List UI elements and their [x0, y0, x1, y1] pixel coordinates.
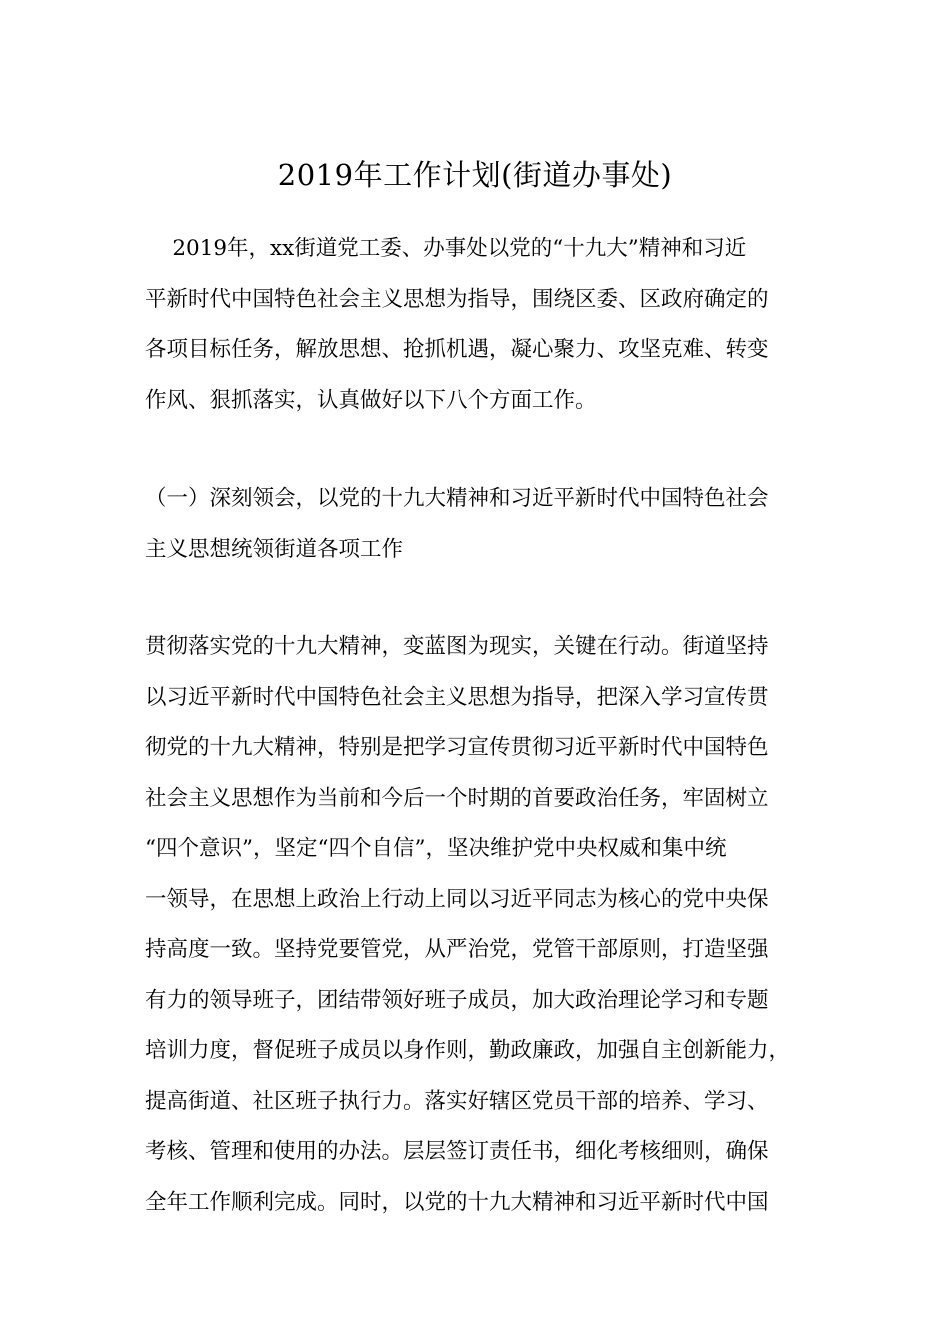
- paragraph-line: 考核、管理和使用的办法。层层签订责任书，细化考核细则，确保: [145, 1139, 769, 1164]
- paragraph-line: 彻党的十九大精神，特别是把学习宣传贯彻习近平新时代中国特色: [145, 735, 769, 760]
- section-heading: [145, 474, 810, 575]
- section-body-paragraph: [145, 622, 810, 1228]
- paragraph-line: 平新时代中国特色社会主义思想为指导，围绕区委、区政府确定的: [145, 286, 769, 312]
- paragraph-line: “四个意识”，坚定“四个自信”，坚决维护党中央权威和集中统: [145, 836, 727, 861]
- paragraph-line: 2019年，xx街道党工委、办事处以党的“十九大”精神和习近: [145, 236, 747, 261]
- paragraph-line: 作风、狠抓落实，认真做好以下八个方面工作。: [145, 387, 597, 413]
- paragraph-line: 有力的领导班子，团结带领好班子成员，加大政治理论学习和专题: [145, 987, 769, 1013]
- paragraph-line: 贯彻落实党的十九大精神，变蓝图为现实，关键在行动。街道坚持: [145, 634, 769, 659]
- heading-line: （一）深刻领会，以党的十九大精神和习近平新时代中国特色社会: [145, 486, 769, 511]
- paragraph-line: 全年工作顺利完成。同时，以党的十九大精神和习近平新时代中国: [145, 1189, 769, 1215]
- heading-line: 主义思想统领街道各项工作: [145, 536, 404, 562]
- paragraph-line: 以习近平新时代中国特色社会主义思想为指导，把深入学习宣传贯: [145, 684, 769, 710]
- intro-paragraph: [145, 224, 810, 426]
- paragraph-line: 各项目标任务，解放思想、抢抓机遇，凝心聚力、攻坚克难、转变: [145, 337, 769, 362]
- paragraph-line: 社会主义思想作为当前和今后一个时期的首要政治任务，牢固树立: [145, 785, 769, 811]
- paragraph-line: 持高度一致。坚持党要管党，从严治党，党管干部原则，打造坚强: [145, 937, 769, 962]
- paragraph-line: 培训力度，督促班子成员以身作则，勤政廉政，加强自主创新能力，: [145, 1038, 791, 1063]
- paragraph-line: 一领导，在思想上政治上行动上同以习近平同志为核心的党中央保: [145, 886, 769, 912]
- paragraph-line: 提高街道、社区班子执行力。落实好辖区党员干部的培养、学习、: [145, 1088, 769, 1114]
- document-title: 2019年工作计划(街道办事处): [277, 158, 673, 192]
